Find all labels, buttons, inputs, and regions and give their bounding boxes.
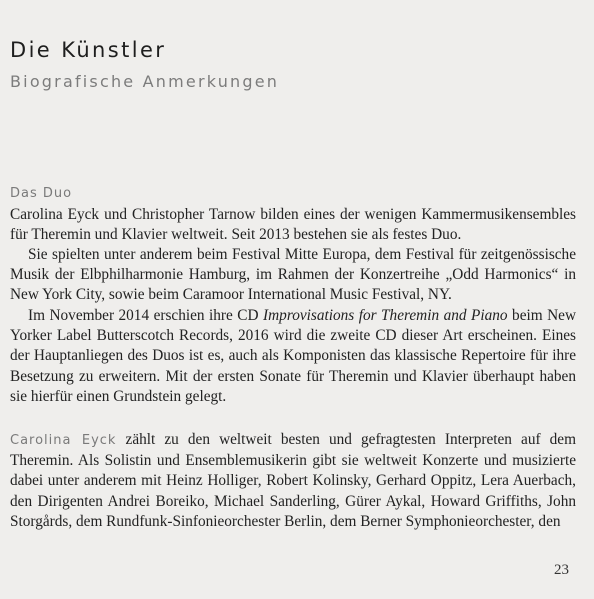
duo-paragraph-3-text-after: beim New Yorker Label Butterscotch Records, 2016 wird die zweite CD dieser Art erscheinen. Eines der Hauptanliegen des Duos ist es, auch als Komponisten das klassische Repertoire für ihre Besetzung zu erweitern. Mit der ersten Sonate für Theremin und Klavier überhaupt haben sie hierfür einen Grundstein gelegt.: [10, 307, 577, 405]
eyck-paragraph: [10, 430, 576, 532]
eyck-paragraph-text: zählt zu den weltweit besten und gefragtesten Interpreten auf dem Theremin. Als Solistin und Ensemblemusikerin gibt sie weltweit Konzerte und musizierte dabei unter anderem mit Heinz Holliger, Robert Kolinsky, Gerhard Oppitz, Lera Auerbach, den Dirigenten Andrei Boreiko, Michael Sanderling, Gürer Aykal, Howard Griffiths, John Storgårds, dem Rundfunk-Sinfonieorchester Berlin, dem Berner Symphonieorchester, den: [10, 431, 576, 530]
duo-paragraph-2-text: Sie spielten unter anderem beim Festival Mitte Europa, dem Festival für zeitgenössische Musik der Elbphilharmonie Hamburg, im Rahmen der Konzertreihe „Odd Harmonics“ in New York City, sowie beim Caramoor International Music Festival, NY.: [10, 246, 576, 304]
duo-paragraph-1: Carolina Eyck und Christopher Tarnow bilden eines der wenigen Kammermusikensembles für Theremin und Klavier weltweit. Seit 2013 bestehen sie als festes Duo.: [10, 206, 576, 244]
page-number: 23: [554, 562, 569, 578]
page-title: Die Künstler: [10, 38, 167, 62]
artist-name-eyck: Carolina Eyck: [10, 433, 117, 448]
duo-paragraph-3-text-before: Im November 2014 erschien ihre CD: [28, 307, 264, 324]
page-subtitle: Biografische Anmerkungen: [10, 72, 280, 91]
album-title: Improvisations for Theremin and Piano: [263, 307, 508, 324]
duo-paragraph-3: [10, 306, 576, 407]
duo-paragraph-2: [10, 245, 576, 306]
section-heading-duo: Das Duo: [10, 186, 73, 201]
